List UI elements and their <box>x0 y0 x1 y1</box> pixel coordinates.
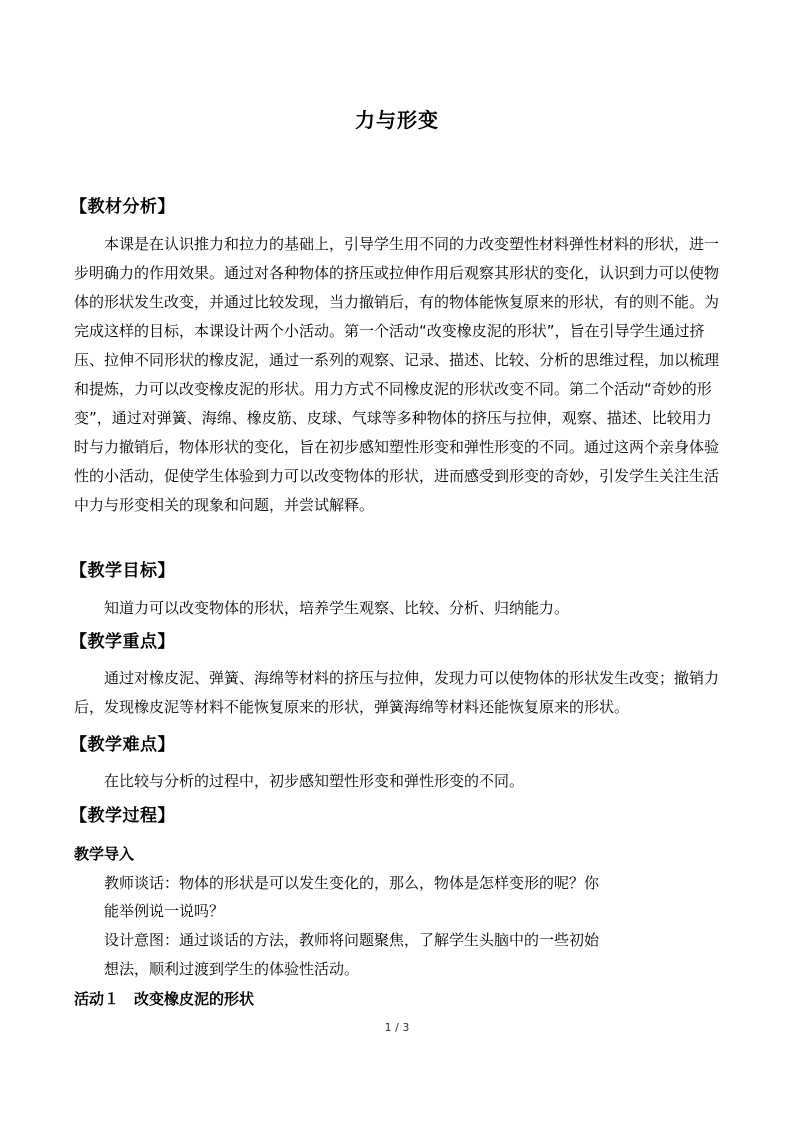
analysis-paragraph <box>74 230 724 520</box>
page-number: 1 / 3 <box>384 1021 410 1034</box>
intro-line-2: 能举例说一说吗？ <box>104 902 225 920</box>
goal-paragraph <box>74 594 724 623</box>
section-heading-key-points: 【教学重点】 <box>70 632 175 652</box>
section-heading-process: 【教学过程】 <box>70 806 175 826</box>
key-points-paragraph <box>74 664 724 722</box>
intro-subheading: 教学导入 <box>74 845 135 863</box>
intro-line-4: 想法，顺利过渡到学生的体验性活动。 <box>104 960 360 978</box>
section-heading-goal: 【教学目标】 <box>70 561 175 581</box>
intro-line-3: 设计意图：通过谈话的方法，教师将问题聚焦，了解学生头脑中的一些初始 <box>104 931 600 949</box>
section-heading-analysis: 【教材分析】 <box>70 197 175 217</box>
difficulty-paragraph <box>74 767 724 796</box>
difficulty-text: 在比较与分析的过程中，初步感知塑性形变和弹性形变的不同。 <box>104 772 525 790</box>
section-heading-difficulty: 【教学难点】 <box>70 735 175 755</box>
analysis-text: 本课是在认识推力和拉力的基础上，引导学生用不同的力改变塑性材料弹性材料的形状，进一步明确力的作用效果。通过对各种物体的挤压或拉伸作用后观察其形状的变化，认识到力可以使物体的形状发生改变，并通过比较发现，当力撤销后，有的物体能恢复原来的形状，有的则不能。为完成这样的目标，本课设计两个小活动。第一个活动“改变橡皮泥的形状”，旨在引导学生通过挤压、拉伸不同形状的橡皮泥，通过一系列的观察、记录、描述、比较、分析的思维过程，加以梳理和提炼，力可以改变橡皮泥的形状。用力方式不同橡皮泥的形状改变不同。第二个活动“奇妙的形变”，通过对弹簧、海绵、橡皮筋、皮球、气球等多种物体的挤压与拉伸，观察、描述、比较用力时与力撤销后，物体形状的变化，旨在初步感知塑性形变和弹性形变的不同。通过这两个亲身体验性的小活动，促使学生体验到力可以改变物体的形状，进而感受到形变的奇妙，引发学生关注生活中力与形变相关的现象和问题，并尝试解释。 <box>74 235 720 514</box>
key-points-text: 通过对橡皮泥、弹簧、海绵等材料的挤压与拉伸，发现力可以使物体的形状发生改变；撤销力后，发现橡皮泥等材料不能恢复原来的形状，弹簧海绵等材料还能恢复原来的形状。 <box>74 669 720 716</box>
activity1-subheading: 活动１ 改变橡皮泥的形状 <box>74 990 255 1008</box>
intro-line-1: 教师谈话：物体的形状是可以发生变化的，那么，物体是怎样变形的呢？你 <box>104 874 600 892</box>
goal-text: 知道力可以改变物体的形状，培养学生观察、比较、分析、归纳能力。 <box>104 599 570 617</box>
document-title: 力与形变 <box>355 108 439 132</box>
